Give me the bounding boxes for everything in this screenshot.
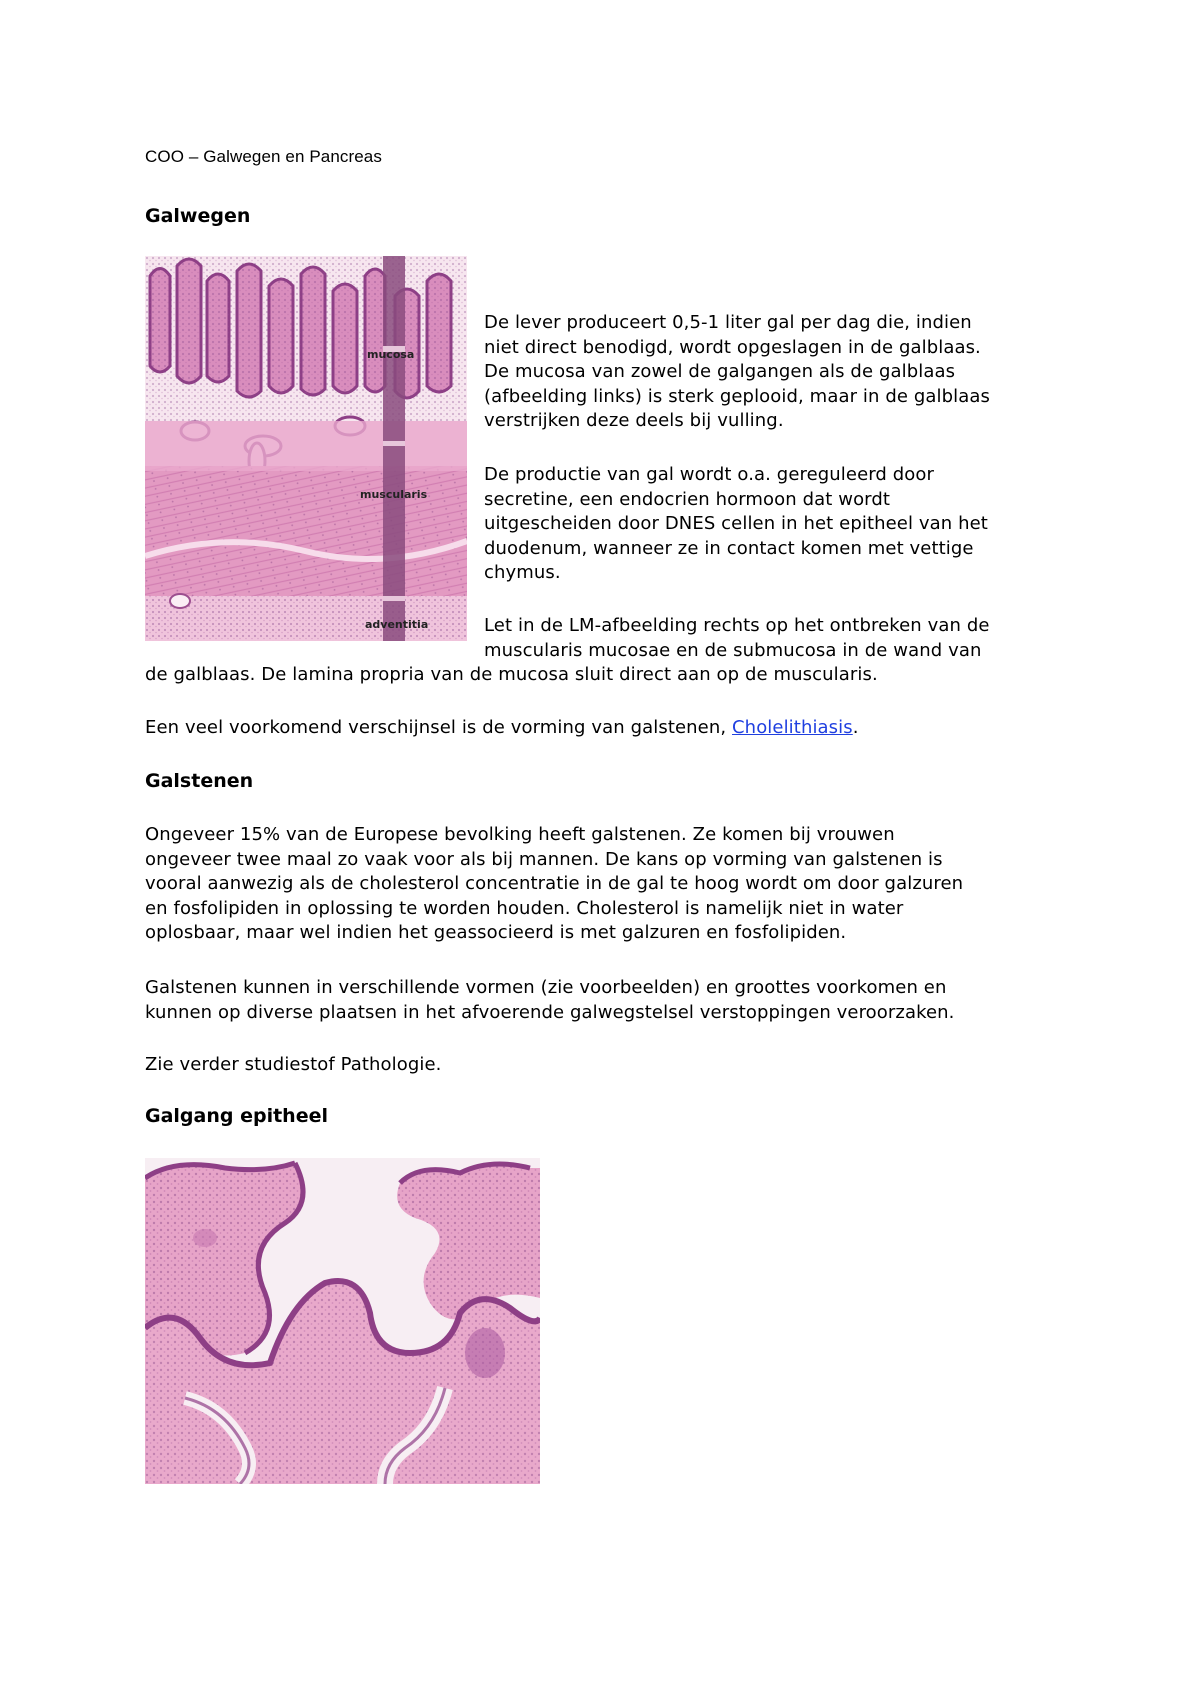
document-title: COO – Galwegen en Pancreas xyxy=(145,147,382,166)
text-line: chymus. xyxy=(484,562,561,583)
galwegen-paragraph-1 xyxy=(484,311,990,434)
text-fragment: Een veel voorkomend verschijnsel is de vorming van galstenen, xyxy=(145,717,733,738)
heading-galwegen: Galwegen xyxy=(145,205,251,227)
text-line: ongeveer twee maal zo vaak voor als bij mannen. De kans op vorming van galstenen is xyxy=(145,848,943,870)
text-line: secretine, een endocrien hormoon dat wordt xyxy=(484,488,891,510)
text-line: De mucosa van zowel de galgangen als de galblaas xyxy=(484,361,956,382)
text-line: Ongeveer 15% van de Europese bevolking heeft galstenen. Ze komen bij vrouwen xyxy=(145,824,895,845)
galwegen-paragraph-2 xyxy=(484,463,988,586)
text-line: uitgescheiden door DNES cellen in het epitheel van het xyxy=(484,513,988,534)
text-line: Zie verder studiestof Pathologie. xyxy=(145,1054,442,1075)
text-line: niet direct benodigd, wordt opgeslagen in de galblaas. xyxy=(484,336,981,358)
heading-galgang-epitheel: Galgang epitheel xyxy=(145,1105,328,1127)
galwegen-paragraph-3-continued xyxy=(145,663,878,688)
figure-label-mucosa: mucosa xyxy=(367,348,415,361)
galstenen-paragraph-3 xyxy=(145,1053,442,1078)
text-line: (afbeelding links) is sterk geplooid, maar in de galblaas xyxy=(484,385,990,407)
galstenen-paragraph-2 xyxy=(145,976,954,1025)
text-line: kunnen op diverse plaatsen in het afvoerende galwegstelsel verstoppingen veroorzaken. xyxy=(145,1001,955,1023)
text-line: de galblaas. De lamina propria van de mucosa sluit direct aan op de muscularis. xyxy=(145,664,878,685)
cholelithiasis-link[interactable]: Cholelithiasis xyxy=(732,717,853,738)
text-line: oplosbaar, maar wel indien het geassocieerd is met galzuren en fosfolipiden. xyxy=(145,922,847,943)
text-line: en fosfolipiden in oplossing te worden houden. Cholesterol is namelijk niet in water xyxy=(145,897,904,919)
text-fragment: . xyxy=(852,717,859,738)
text-line: Galstenen kunnen in verschillende vormen (zie voorbeelden) en groottes voorkomen en xyxy=(145,977,947,998)
histology-image-galblaas xyxy=(145,256,467,641)
histology-image-galgang-epitheel xyxy=(145,1158,540,1484)
text-line: verstrijken deze deels bij vulling. xyxy=(484,410,784,431)
galwegen-paragraph-3 xyxy=(484,614,990,663)
galstenen-paragraph-1 xyxy=(145,823,963,946)
text-line: muscularis mucosae en de submucosa in de wand van xyxy=(484,639,982,661)
galwegen-paragraph-4 xyxy=(145,716,859,741)
text-line: De productie van gal wordt o.a. gereguleerd door xyxy=(484,464,935,485)
text-line: duodenum, wanneer ze in contact komen met vettige xyxy=(484,537,974,559)
text-line xyxy=(145,716,859,741)
text-line: De lever produceert 0,5-1 liter gal per dag die, indien xyxy=(484,312,972,333)
heading-galstenen: Galstenen xyxy=(145,770,254,792)
text-line: vooral aanwezig als de cholesterol concentratie in de gal te hoog wordt om door galzuren xyxy=(145,873,964,894)
figure-label-muscularis: muscularis xyxy=(360,488,428,501)
figure-label-adventitia: adventitia xyxy=(365,618,429,631)
text-line: Let in de LM-afbeelding rechts op het ontbreken van de xyxy=(484,615,990,636)
